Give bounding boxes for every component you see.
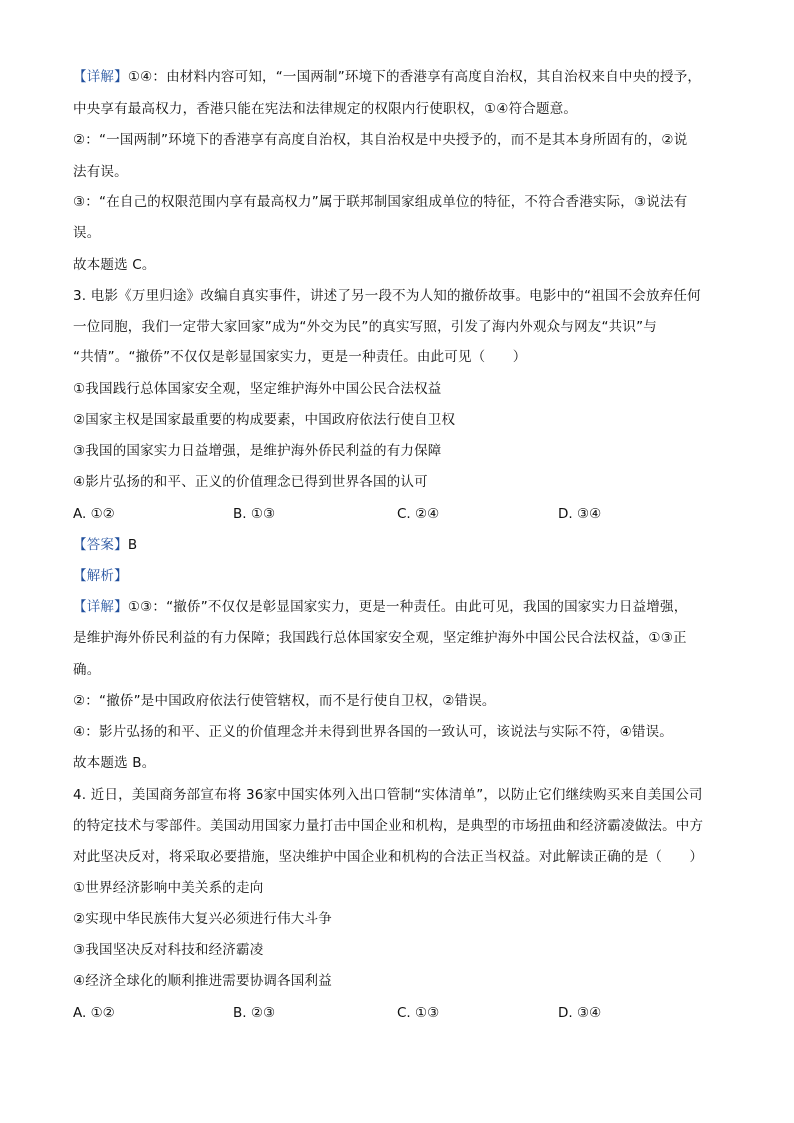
answer-value: B xyxy=(127,537,138,553)
q2-explain-line-3: ②：“一国两制”环境下的香港享有高度自治权，其自治权是中央授予的，而不是其本身所固有的，②说 xyxy=(73,132,688,148)
q4-item-2: ②实现中华民族伟大复兴必须进行伟大斗争 xyxy=(73,911,332,927)
q4-stem-line-3: 对此坚决反对，将采取必要措施，坚决维护中国企业和机构的合法正当权益。对此解读正确的是（ ） xyxy=(73,849,704,865)
q4-stem-line-2: 的特定技术与零部件。美国动用国家力量打击中国企业和机构，是典型的市场扭曲和经济霸凌做法。中方 xyxy=(73,818,704,834)
explain-tag: 【详解】 xyxy=(73,69,128,85)
q2-explain-line-6: 误。 xyxy=(73,225,101,241)
q3-item-3: ③我国的国家实力日益增强，是维护海外侨民利益的有力保障 xyxy=(73,443,442,459)
q3-stem-line-1: 3. 电影《万里归途》改编自真实事件，讲述了另一段不为人知的撤侨故事。电影中的“祖国不会放弃任何 xyxy=(73,288,701,304)
q2-conclusion: 故本题选 C。 xyxy=(73,257,156,273)
q3-explain-line-1: 【详解】①③：“撤侨”不仅仅是彰显国家实力，更是一种责任。由此可见，我国的国家实力日益增强， xyxy=(73,599,688,615)
q3-item-2: ②国家主权是国家最重要的构成要素，中国政府依法行使自卫权 xyxy=(73,412,456,428)
q3-explain-line-3: 确。 xyxy=(73,662,101,678)
q2-explain-line-4: 法有误。 xyxy=(73,164,128,180)
q3-conclusion: 故本题选 B。 xyxy=(73,755,156,771)
q3-stem-line-2: 一位同胞，我们一定带大家回家”成为“外交为民”的真实写照，引发了海内外观众与网友“共识”与 xyxy=(73,319,657,335)
q3-analysis-tag: 【解析】 xyxy=(73,568,128,584)
q4-option-d: D. ③④ xyxy=(558,1005,602,1021)
q4-item-1: ①世界经济影响中美关系的走向 xyxy=(73,880,264,896)
q4-item-4: ④经济全球化的顺利推进需要协调各国利益 xyxy=(73,973,332,989)
q3-option-c: C. ②④ xyxy=(397,506,440,522)
explain-tag: 【详解】 xyxy=(73,599,128,615)
q2-explain-line-1: 【详解】①④：由材料内容可知，“一国两制”环境下的香港享有高度自治权，其自治权来自中央的授予， xyxy=(73,69,702,85)
q4-stem-line-1: 4. 近日，美国商务部宣布将 36家中国实体列入出口管制“实体清单”，以防止它们继续购买来自美国公司 xyxy=(73,787,703,803)
q3-explain-line-4: ②：“撤侨”是中国政府依法行使管辖权，而不是行使自卫权，②错误。 xyxy=(73,693,496,709)
q4-option-a: A. ①② xyxy=(73,1005,115,1021)
q3-stem-line-3: “共情”。“撤侨”不仅仅是彰显国家实力，更是一种责任。由此可见（ ） xyxy=(73,349,527,365)
q3-item-4: ④影片弘扬的和平、正义的价值理念已得到世界各国的认可 xyxy=(73,474,428,490)
q3-option-b: B. ①③ xyxy=(233,506,276,522)
q3-explain-line-5: ④：影片弘扬的和平、正义的价值理念并未得到世界各国的一致认可，该说法与实际不符，④错误。 xyxy=(73,724,674,740)
q2-explain-line-5: ③：“在自己的权限范围内享有最高权力”属于联邦制国家组成单位的特征，不符合香港实际，③说法有 xyxy=(73,194,688,210)
q3-item-1: ①我国践行总体国家安全观，坚定维护海外中国公民合法权益 xyxy=(73,381,442,397)
q2-explain-line-2: 中央享有最高权力，香港只能在宪法和法律规定的权限内行使职权，①④符合题意。 xyxy=(73,101,578,117)
q3-answer xyxy=(73,536,733,554)
q4-item-3: ③我国坚决反对科技和经济霸凌 xyxy=(73,942,264,958)
answer-tag: 【答案】 xyxy=(73,537,128,553)
q3-option-a: A. ①② xyxy=(73,506,115,522)
q4-option-b: B. ②③ xyxy=(233,1005,276,1021)
q4-option-c: C. ①③ xyxy=(397,1005,440,1021)
q3-option-d: D. ③④ xyxy=(558,506,602,522)
q3-explain-line-2: 是维护海外侨民利益的有力保障；我国践行总体国家安全观，坚定维护海外中国公民合法权益，①③正 xyxy=(73,630,687,646)
